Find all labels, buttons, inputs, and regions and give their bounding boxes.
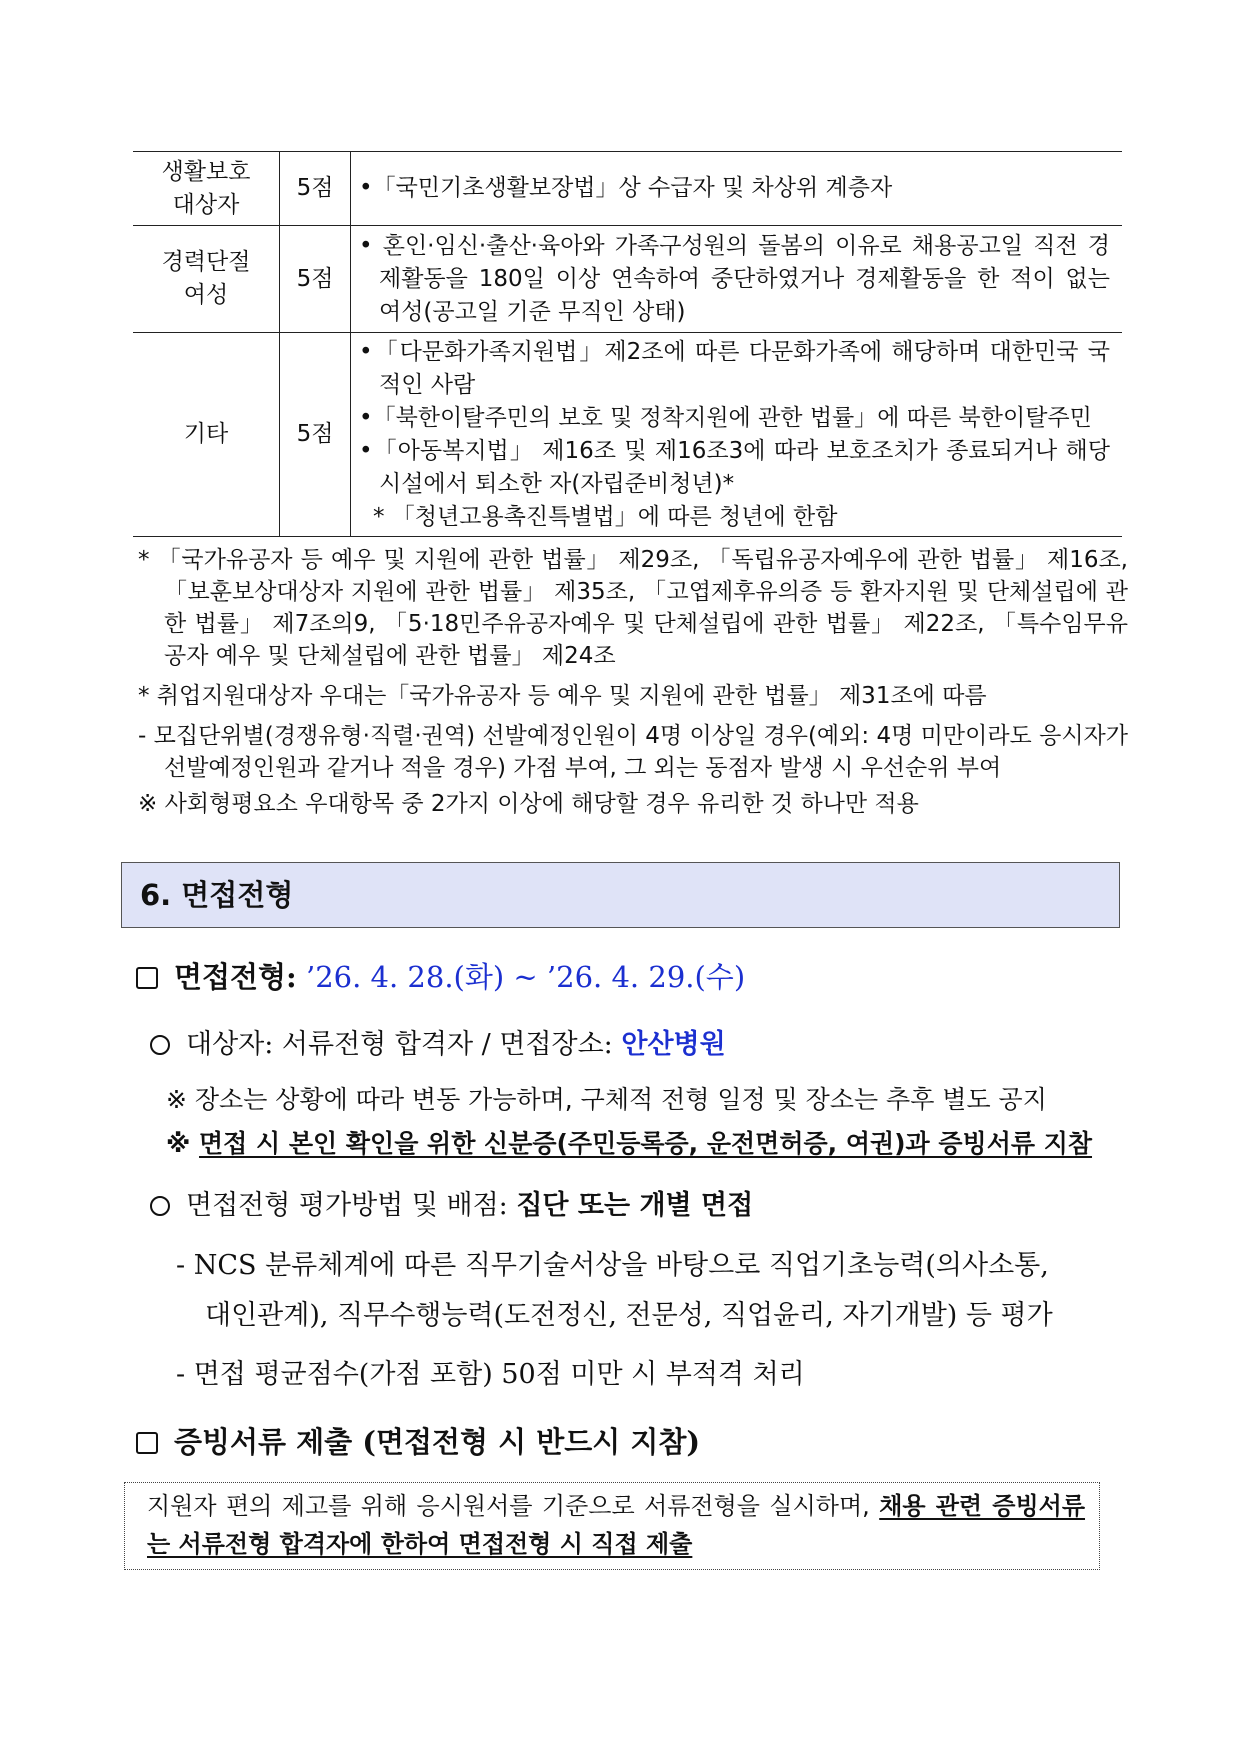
criteria-item: • 혼인·임신·출산·육아와 가족구성원의 돌봄의 이유로 채용공고일 직전 경제활동을 180일 이상 연속하여 중단하였거나 경제활동을 한 적이 없는 여성(공고일 기준 무직인 상태) — [359, 232, 1110, 325]
section-title: 6. 면접전형 — [121, 862, 1120, 928]
circle-bullet-icon — [150, 1196, 170, 1216]
method-label: 면접전형 평가방법 및 배점: — [186, 1190, 508, 1221]
footnote: * 취업지원대상자 우대는「국가유공자 등 예우 및 지원에 관한 법률」 제31조에 따름 — [138, 683, 987, 709]
method-value: 집단 또는 개별 면접 — [516, 1190, 754, 1221]
interview-target — [150, 1022, 726, 1061]
category-text: 경력단절 — [161, 249, 251, 275]
criteria-subnote: * 「청년고용촉진특별법」에 따른 청년에 한함 — [373, 503, 838, 530]
points-cell: 5점 — [280, 152, 351, 226]
category-cell — [133, 226, 280, 333]
checkbox-square-icon — [136, 1432, 158, 1454]
table-row — [133, 152, 1122, 226]
target-label: 대상자: 서류전형 합격자 / 면접장소: — [186, 1029, 613, 1060]
interview-heading — [136, 955, 745, 996]
category-cell — [133, 152, 280, 226]
table-row — [133, 333, 1122, 537]
submission-text: 지원자 편의 제고를 위해 응시원서를 기준으로 서류전형을 실시하며, — [147, 1492, 880, 1520]
method-detail-line: 대인관계), 직무수행능력(도전정신, 전문성, 직업윤리, 자기개발) 등 평가 — [205, 1300, 1053, 1331]
id-requirement-text: 면접 시 본인 확인을 위한 신분증(주민등록증, 운전면허증, 여권)과 증빙서류 지참 — [199, 1129, 1093, 1158]
notice-mark: ※ — [166, 1129, 191, 1158]
criteria-item: •「북한이탈주민의 보호 및 정착지원에 관한 법률」에 따른 북한이탈주민 — [359, 404, 1092, 431]
footnote: * 「국가유공자 등 예우 및 지원에 관한 법률」 제29조, 「독립유공자예우에 관한 법률」 제16조, 「보훈보상대상자 지원에 관한 법률」 제35조, 「고엽제후유의증 등 환자지원 및 단체설립에 관한 법률」 제7조의9, 「5·18민주유공자예우 및 단체설립에 관한 법률」 제22조, 「특수임무유공자 예우 및 단체설립에 관한 법률」 제24조 — [138, 547, 1128, 669]
category-text: 기타 — [183, 421, 229, 447]
submission-emphasis: 채용 관련 증빙서류는 서류전형 합격자에 한하여 면접전형 시 직접 제출 — [147, 1492, 1086, 1558]
points-cell: 5점 — [280, 226, 351, 333]
criteria-item: •「다문화가족지원법」제2조에 따른 다문화가족에 해당하며 대한민국 국적인 사람 — [359, 338, 1110, 398]
table-row — [133, 226, 1122, 333]
interview-place: 안산병원 — [621, 1029, 726, 1060]
submission-heading-text: 증빙서류 제출 (면접전형 시 반드시 지참) — [174, 1425, 701, 1459]
circle-bullet-icon — [150, 1035, 170, 1055]
criteria-cell — [351, 333, 1123, 537]
interview-heading-label: 면접전형: — [174, 960, 297, 994]
evaluation-method — [150, 1183, 753, 1222]
interview-dates: ’26. 4. 28.(화) ~ ’26. 4. 29.(수) — [305, 960, 746, 994]
category-text: 생활보호 — [161, 158, 251, 185]
criteria-item: •「아동복지법」 제16조 및 제16조3에 따라 보호조치가 종료되거나 해당 시설에서 퇴소한 자(자립준비청년)* — [359, 437, 1110, 497]
submission-notice-box — [124, 1482, 1100, 1570]
method-detail-line: - NCS 분류체계에 따른 직무기술서상을 바탕으로 직업기초능력(의사소통, — [176, 1250, 1049, 1281]
category-cell — [133, 333, 280, 537]
category-text: 여성 — [183, 282, 229, 308]
table-footnotes — [138, 544, 1128, 828]
criteria-cell — [351, 226, 1123, 333]
footnote: - 모집단위별(경쟁유형·직렬·권역) 선발예정인원이 4명 이상일 경우(예외: 4명 미만이라도 응시자가 선발예정인원과 같거나 적을 경우) 가점 부여, 그 외는 동점자 발생 시 우선순위 부여 — [138, 723, 1128, 781]
id-requirement-notice — [166, 1124, 1092, 1160]
preference-score-table — [133, 151, 1122, 537]
checkbox-square-icon — [136, 967, 158, 989]
footnote: ※ 사회형평요소 우대항목 중 2가지 이상에 해당할 경우 유리한 것 하나만 적용 — [138, 791, 919, 817]
location-notice: ※ 장소는 상황에 따라 변동 가능하며, 구체적 전형 일정 및 장소는 추후 별도 공지 — [166, 1085, 1047, 1114]
criteria-cell — [351, 152, 1123, 226]
category-text: 대상자 — [172, 191, 240, 218]
method-detail-line: - 면접 평균점수(가점 포함) 50점 미만 시 부적격 처리 — [176, 1359, 805, 1390]
criteria-item: •「국민기초생활보장법」상 수급자 및 차상위 계층자 — [359, 175, 893, 201]
points-cell: 5점 — [280, 333, 351, 537]
submission-heading — [136, 1420, 700, 1461]
